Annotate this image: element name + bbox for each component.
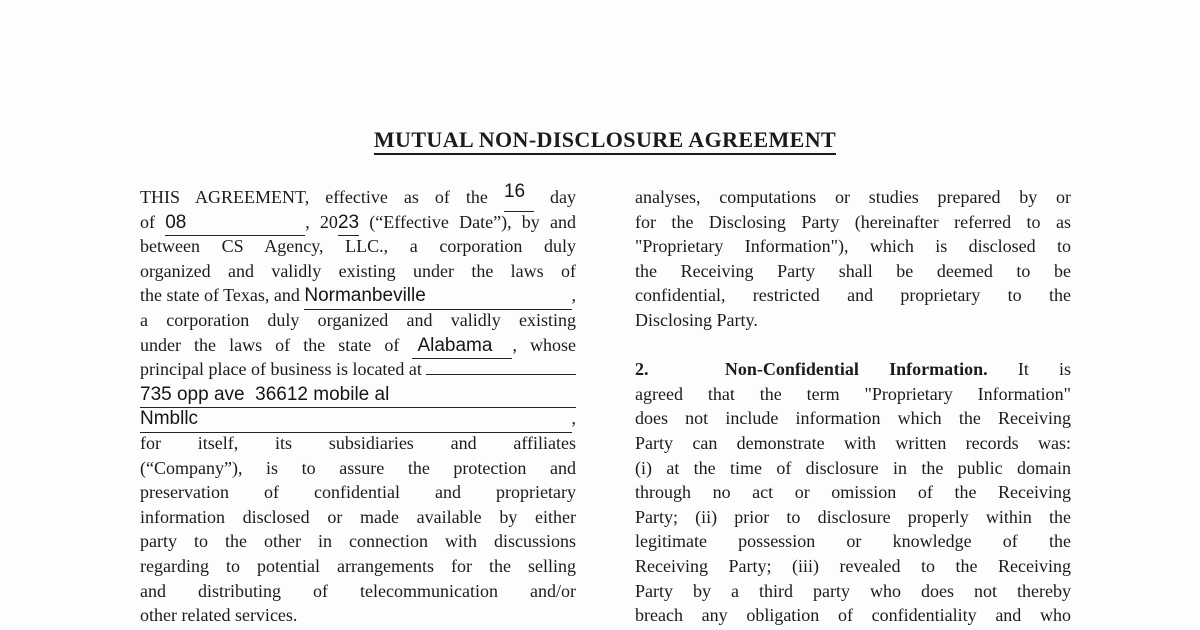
doc-line xyxy=(635,234,1071,259)
doc-line xyxy=(635,529,1071,554)
page-title-text: MUTUAL NON-DISCLOSURE AGREEMENT xyxy=(374,127,836,155)
doc-line xyxy=(635,382,1071,407)
text-run: agreed that the term "Proprietary Information" xyxy=(635,383,1071,404)
text-run: Party by a third party who does not thereby xyxy=(635,580,1071,601)
company-name-field xyxy=(304,283,571,310)
text-run: THIS AGREEMENT, effective as of the xyxy=(140,187,488,207)
doc-line xyxy=(140,529,576,554)
doc-line xyxy=(635,259,1071,284)
text-run: organized and validly existing under the laws of xyxy=(140,260,576,281)
text-run: (i) at the time of disclosure in the public domain xyxy=(635,457,1071,478)
doc-line xyxy=(635,308,1071,333)
section-number: 2. xyxy=(635,359,649,380)
text-run: preservation of confidential and proprietary xyxy=(140,482,576,503)
doc-line xyxy=(140,431,576,456)
doc-line xyxy=(140,333,576,358)
text-run: breach any obligation of confidentiality and who xyxy=(635,605,1071,626)
text-run: the Receiving Party shall be deemed to be xyxy=(635,260,1071,281)
doc-line xyxy=(140,234,576,259)
text-run: day xyxy=(550,187,577,207)
text-run: and distributing of telecommunication and/or xyxy=(140,580,576,601)
text-run: Party; (ii) prior to disclosure properly within the xyxy=(635,506,1071,527)
month-value: 08 xyxy=(165,211,187,233)
doc-line xyxy=(140,406,576,431)
text-run: information disclosed or made available by either xyxy=(140,506,576,527)
text-run: Receiving Party; (iii) revealed to the Receiving xyxy=(635,555,1071,576)
text-run: between CS Agency, LLC., a corporation duly xyxy=(140,236,576,257)
text-run: does not include information which the Receiving xyxy=(635,408,1071,429)
text-run: principal place of business is located at xyxy=(140,359,422,380)
left-column xyxy=(140,181,577,628)
text-run: of xyxy=(140,211,155,232)
text-run: , 20 xyxy=(305,211,338,232)
doc-line xyxy=(140,382,576,407)
doc-line xyxy=(140,480,576,505)
text-run: a corporation duly organized and validly existing xyxy=(140,309,576,330)
text-run: It is xyxy=(1017,359,1072,380)
doc-line xyxy=(635,480,1071,505)
state-field xyxy=(412,333,512,360)
text-run: legitimate possession or knowledge of the xyxy=(635,531,1071,552)
day-field xyxy=(503,181,534,212)
text-run: for the Disclosing Party (hereinafter referred to as xyxy=(635,211,1071,232)
month-field xyxy=(165,210,305,237)
doc-line xyxy=(635,406,1071,431)
text-run: Disclosing Party. xyxy=(635,309,758,330)
company-name-value: Normanbeville xyxy=(304,285,426,307)
text-run: for itself, its subsidiaries and affiliates xyxy=(140,432,576,453)
text-run: , xyxy=(571,285,576,306)
doc-line xyxy=(635,283,1071,308)
doc-line xyxy=(635,603,1071,628)
text-run: , xyxy=(571,408,576,429)
blank-line xyxy=(635,333,1071,358)
doc-line xyxy=(140,505,576,530)
address-field xyxy=(140,382,576,409)
doc-line xyxy=(635,579,1071,604)
text-run: analyses, computations or studies prepared by or xyxy=(635,187,1071,207)
doc-line section-heading-line xyxy=(635,357,1071,382)
doc-line xyxy=(140,579,576,604)
text-run: the state of Texas, and xyxy=(140,285,300,306)
doc-line xyxy=(140,554,576,579)
year-value: 23 xyxy=(337,211,360,233)
doc-line xyxy=(140,308,576,333)
address-value: 735 opp ave 36612 mobile al xyxy=(140,383,390,405)
entity-field xyxy=(140,406,572,433)
doc-line xyxy=(140,283,576,308)
day-value: 16 xyxy=(503,181,526,202)
text-run: party to the other in connection with discussions xyxy=(140,531,576,552)
text-run: confidential, restricted and proprietary to the xyxy=(635,285,1071,306)
doc-line xyxy=(635,554,1071,579)
text-run: whose xyxy=(530,334,577,355)
section-heading: Non-Confidential Information. xyxy=(724,359,988,380)
doc-line xyxy=(140,259,576,284)
text-run: , xyxy=(512,334,517,355)
page-title xyxy=(140,126,1070,157)
text-run: (“Effective Date”), by and xyxy=(369,211,577,232)
doc-line xyxy=(140,603,576,628)
text-run: regarding to potential arrangements for the selling xyxy=(140,555,576,576)
doc-line xyxy=(140,357,576,382)
document-body xyxy=(140,181,1072,628)
doc-line xyxy=(140,456,576,481)
state-value: Alabama xyxy=(417,334,493,356)
text-run: Party can demonstrate with written records was: xyxy=(635,432,1071,453)
doc-line xyxy=(635,431,1071,456)
text-run: (“Company”), is to assure the protection and xyxy=(140,457,576,478)
doc-line xyxy=(140,181,577,210)
text-run: other related services. xyxy=(140,605,298,626)
doc-line xyxy=(635,210,1071,235)
year-field xyxy=(338,210,359,237)
text-run: through no act or omission of the Receiving xyxy=(635,482,1071,503)
doc-line xyxy=(140,210,576,235)
right-column xyxy=(635,185,1071,628)
text-run: "Proprietary Information"), which is disclosed to xyxy=(635,236,1071,257)
blank-underline-field xyxy=(426,374,576,375)
doc-line xyxy=(635,505,1071,530)
doc-line xyxy=(635,456,1071,481)
text-run: under the laws of the state of xyxy=(140,334,400,355)
entity-value: Nmbllc xyxy=(140,408,199,430)
doc-line xyxy=(635,185,1071,210)
